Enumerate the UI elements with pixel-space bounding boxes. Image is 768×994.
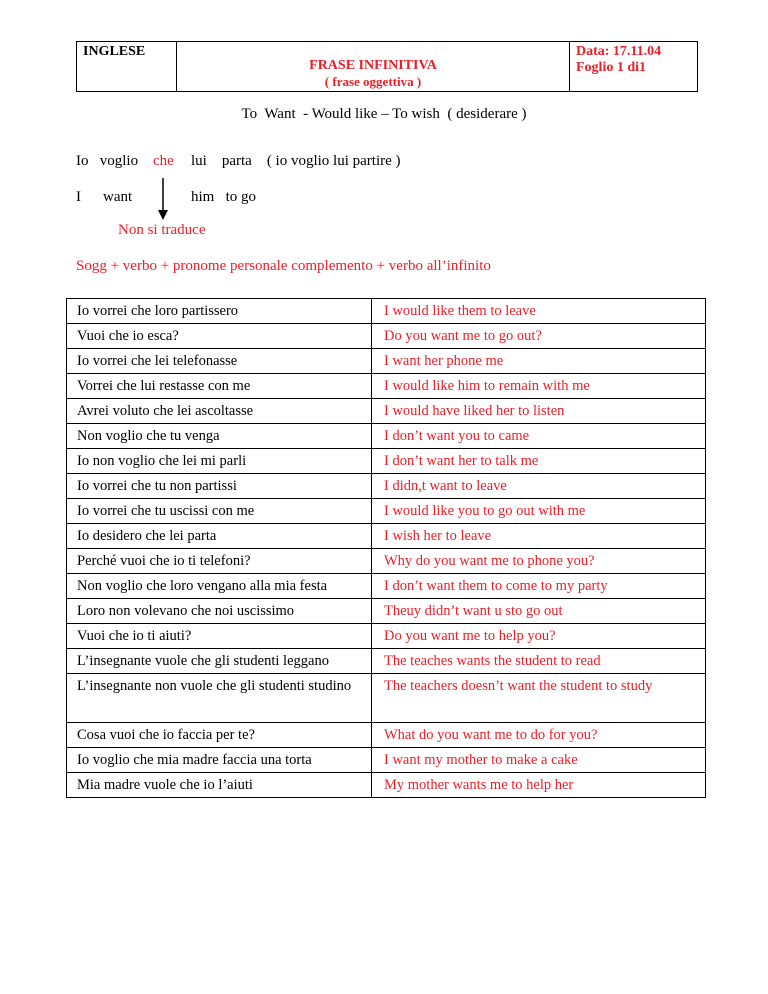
italian-sentence: Vorrei che lui restasse con me bbox=[67, 374, 372, 399]
italian-sentence: L’insegnante non vuole che gli studenti studino bbox=[67, 674, 372, 723]
table-row bbox=[67, 449, 706, 474]
date-label: Data: 17.11.04 bbox=[576, 44, 662, 59]
english-translation: Why do you want me to phone you? bbox=[372, 549, 706, 574]
english-translation: I want her phone me bbox=[372, 349, 706, 374]
table-row bbox=[67, 324, 706, 349]
english-translation: I don’t want them to come to my party bbox=[372, 574, 706, 599]
italian-sentence: Io vorrei che tu non partissi bbox=[67, 474, 372, 499]
italian-sentence: Perché vuoi che io ti telefoni? bbox=[67, 549, 372, 574]
table-row bbox=[67, 723, 706, 748]
table-row bbox=[67, 349, 706, 374]
table-row bbox=[67, 374, 706, 399]
english-translation: Do you want me to go out? bbox=[372, 324, 706, 349]
english-translation: Do you want me to help you? bbox=[372, 624, 706, 649]
example-it-subject: Io voglio bbox=[76, 153, 139, 169]
example-en-subject: I bbox=[76, 189, 81, 205]
table-row bbox=[67, 549, 706, 574]
table-row bbox=[67, 748, 706, 773]
date-cell bbox=[570, 42, 697, 91]
table-row bbox=[67, 773, 706, 798]
topic-line: To Want - Would like – To wish ( desiderare ) bbox=[241, 106, 527, 122]
italian-sentence: Io vorrei che tu uscissi con me bbox=[67, 499, 372, 524]
table-row bbox=[67, 649, 706, 674]
note-text: Non si traduce bbox=[118, 222, 206, 238]
italian-sentence: Mia madre vuole che io l’aiuti bbox=[67, 773, 372, 798]
italian-sentence: Vuoi che io ti aiuti? bbox=[67, 624, 372, 649]
subject-label: INGLESE bbox=[83, 44, 146, 59]
translation-table bbox=[66, 298, 706, 798]
down-arrow-icon bbox=[157, 178, 169, 220]
formula-text: Sogg + verbo + pronome personale complemento + verbo all’infinito bbox=[76, 258, 491, 274]
italian-sentence: Io vorrei che lei telefonasse bbox=[67, 349, 372, 374]
english-translation: I wish her to leave bbox=[372, 524, 706, 549]
table-row bbox=[67, 424, 706, 449]
english-translation: I didn,t want to leave bbox=[372, 474, 706, 499]
english-translation: What do you want me to do for you? bbox=[372, 723, 706, 748]
italian-sentence: L’insegnante vuole che gli studenti leggano bbox=[67, 649, 372, 674]
table-row bbox=[67, 299, 706, 324]
page-subtitle: ( frase oggettiva ) bbox=[324, 74, 422, 89]
title-cell bbox=[177, 42, 570, 91]
italian-sentence: Io desidero che lei parta bbox=[67, 524, 372, 549]
subject-cell bbox=[77, 42, 177, 91]
english-translation: I don’t want her to talk me bbox=[372, 449, 706, 474]
italian-sentence: Vuoi che io esca? bbox=[67, 324, 372, 349]
example-it-che: che bbox=[153, 153, 174, 169]
example-en-verb: want bbox=[103, 189, 133, 205]
english-translation: I would like them to leave bbox=[372, 299, 706, 324]
italian-sentence: Non voglio che tu venga bbox=[67, 424, 372, 449]
english-translation: Theuy didn’t want u sto go out bbox=[372, 599, 706, 624]
table-row bbox=[67, 499, 706, 524]
english-translation: I want my mother to make a cake bbox=[372, 748, 706, 773]
page-title: FRASE INFINITIVA bbox=[309, 58, 437, 73]
english-translation: I would like him to remain with me bbox=[372, 374, 706, 399]
english-translation: The teaches wants the student to read bbox=[372, 649, 706, 674]
english-translation: I would have liked her to listen bbox=[372, 399, 706, 424]
italian-sentence: Avrei voluto che lei ascoltasse bbox=[67, 399, 372, 424]
english-translation: My mother wants me to help her bbox=[372, 773, 706, 798]
italian-sentence: Cosa vuoi che io faccia per te? bbox=[67, 723, 372, 748]
english-translation: I don’t want you to came bbox=[372, 424, 706, 449]
table-row bbox=[67, 399, 706, 424]
italian-sentence: Io voglio che mia madre faccia una torta bbox=[67, 748, 372, 773]
english-translation: The teachers doesn’t want the student to study bbox=[372, 674, 706, 723]
italian-sentence: Non voglio che loro vengano alla mia festa bbox=[67, 574, 372, 599]
table-row bbox=[67, 474, 706, 499]
italian-sentence: Io non voglio che lei mi parli bbox=[67, 449, 372, 474]
table-row bbox=[67, 599, 706, 624]
english-translation: I would like you to go out with me bbox=[372, 499, 706, 524]
table-row bbox=[67, 674, 706, 723]
table-row bbox=[67, 524, 706, 549]
example-it-rest: lui parta ( io voglio lui partire ) bbox=[191, 153, 401, 169]
italian-sentence: Io vorrei che loro partissero bbox=[67, 299, 372, 324]
page-number: Foglio 1 di1 bbox=[576, 60, 647, 75]
table-row bbox=[67, 574, 706, 599]
header-box bbox=[76, 41, 698, 92]
table-row bbox=[67, 624, 706, 649]
italian-sentence: Loro non volevano che noi uscissimo bbox=[67, 599, 372, 624]
example-en-rest: him to go bbox=[191, 189, 257, 205]
